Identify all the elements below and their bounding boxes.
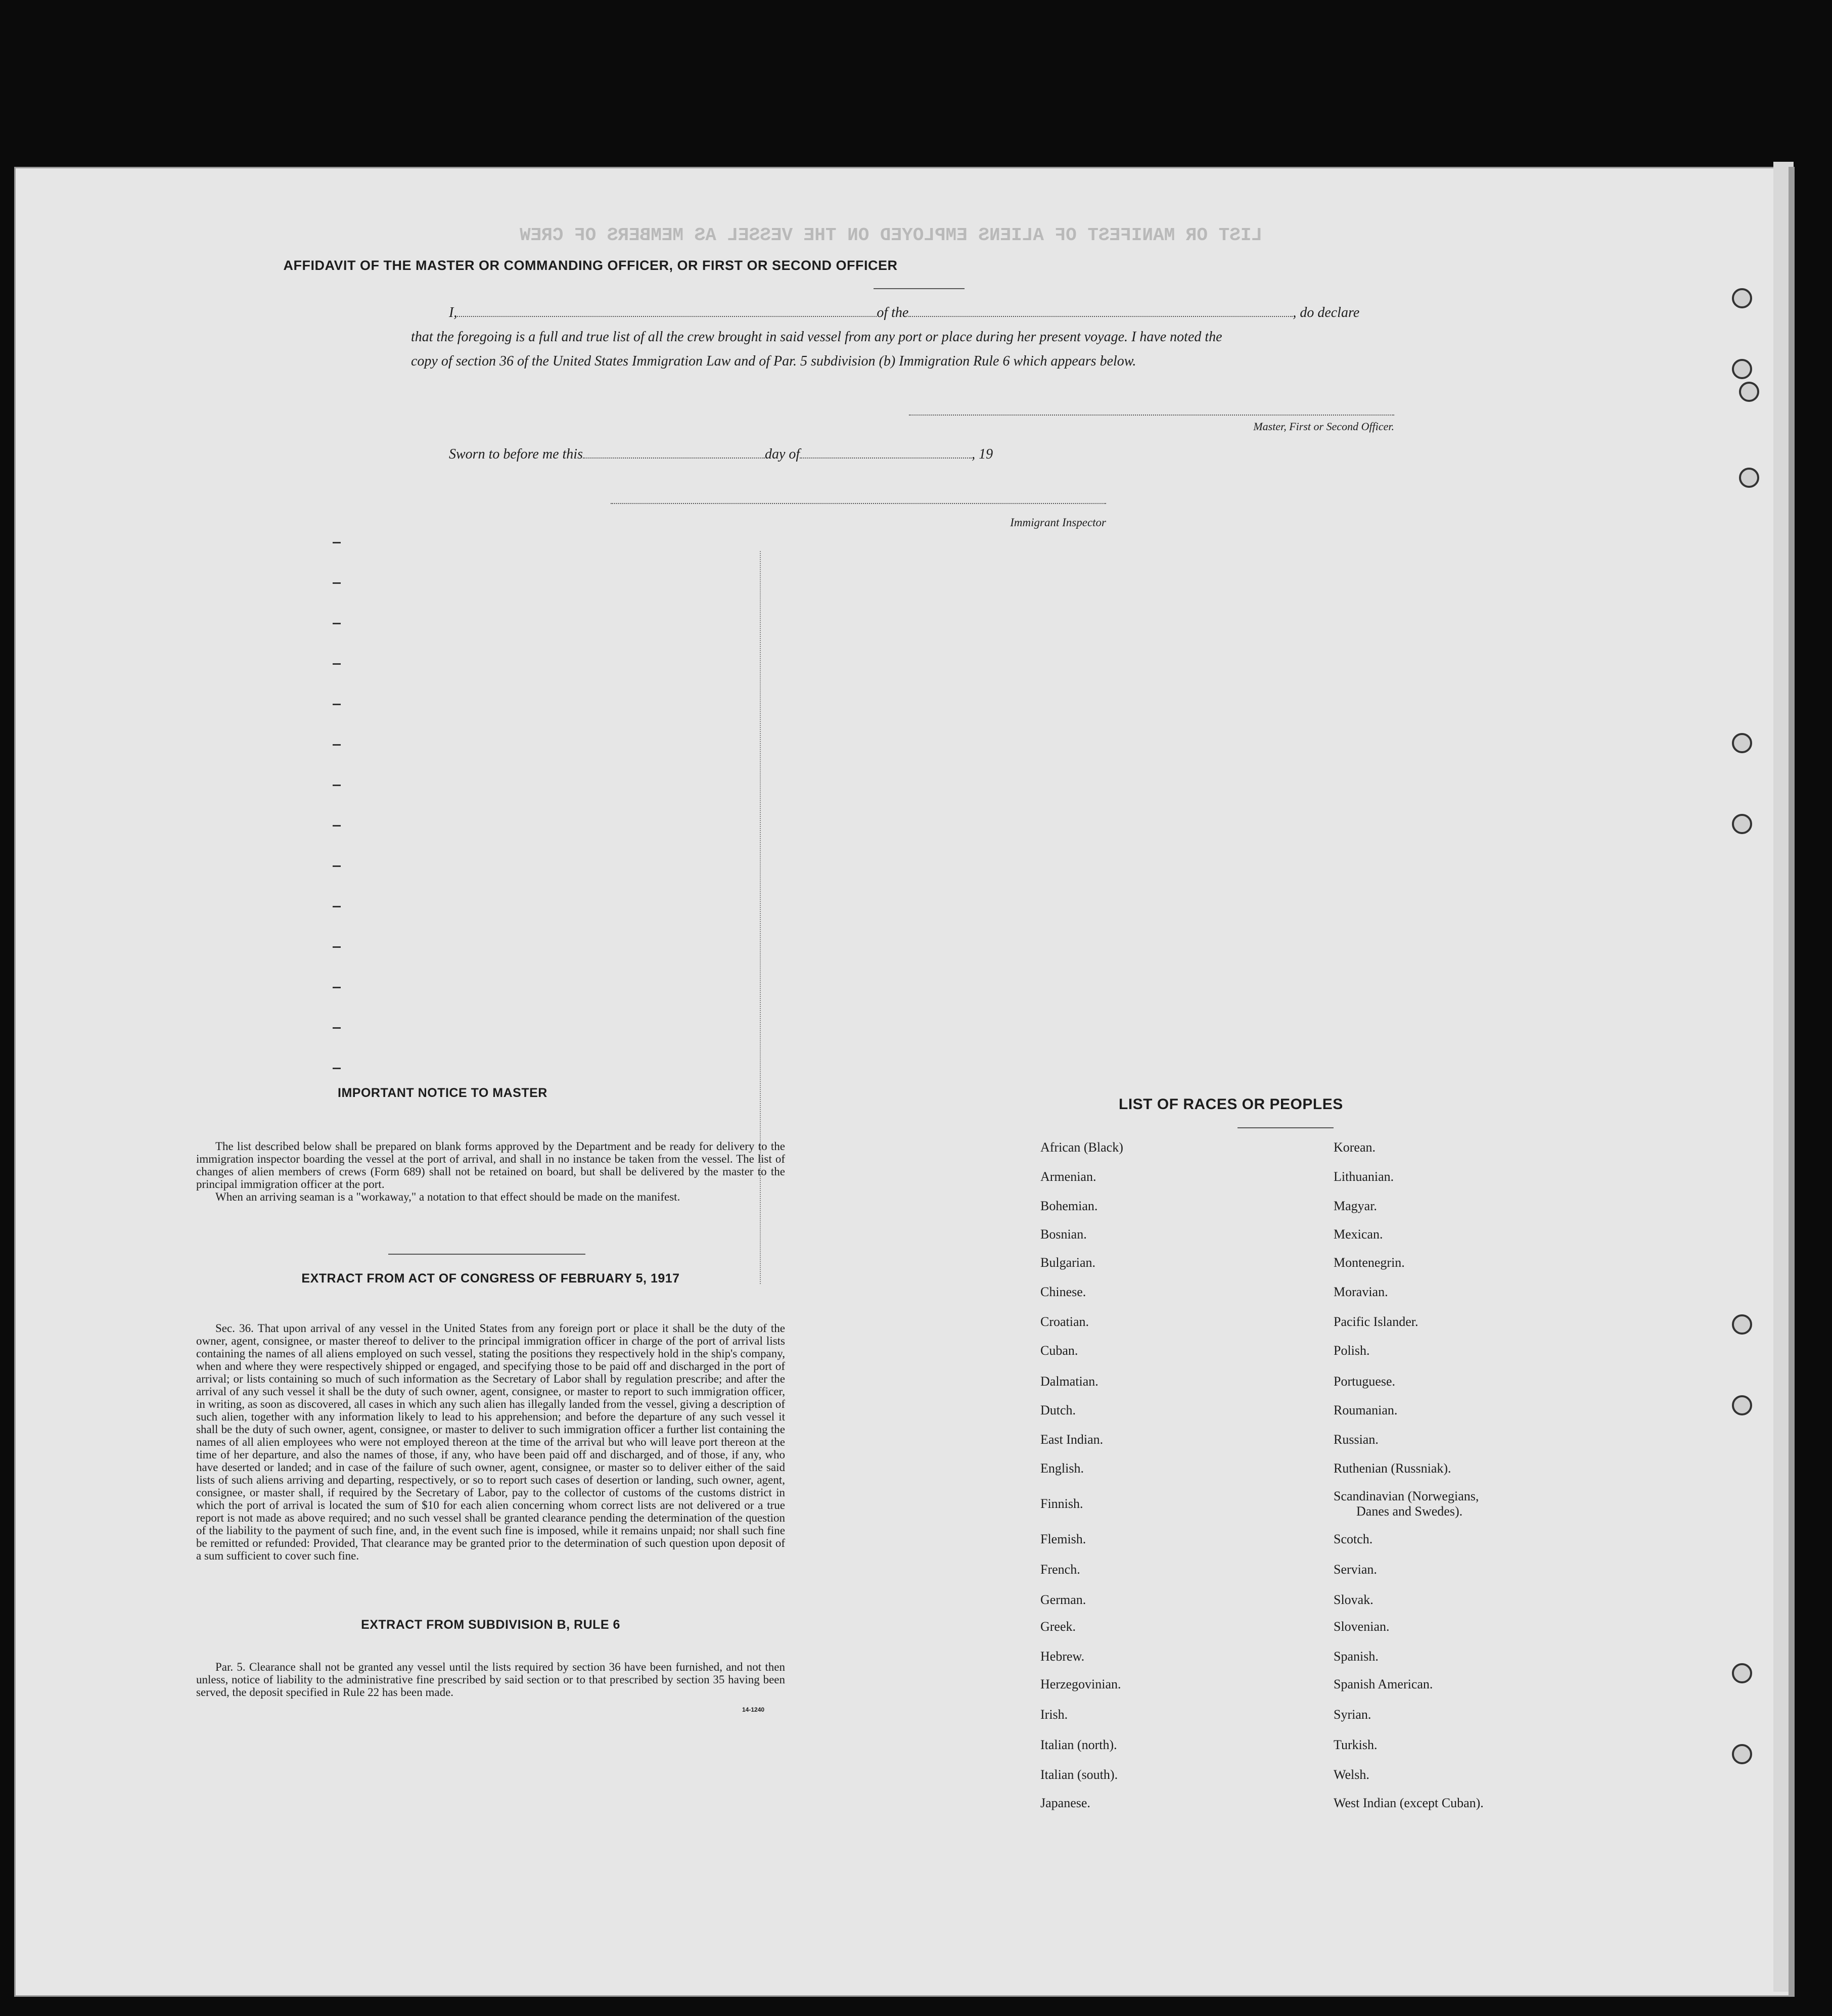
affidavit-line-2: that the foregoing is a full and true list of all the crew brought in said vessel from any port or place during her present voyage. I have noted the — [411, 329, 1222, 345]
race-item: Bohemian. — [1040, 1199, 1098, 1213]
race-item: Armenian. — [1040, 1169, 1096, 1184]
race-item: Lithuanian. — [1334, 1169, 1394, 1184]
row-dash — [333, 704, 341, 705]
i-label: I, — [449, 305, 457, 320]
month-blank[interactable] — [800, 445, 972, 459]
race-item: Dutch. — [1040, 1403, 1076, 1417]
race-item: Moravian. — [1334, 1285, 1388, 1299]
row-dash — [333, 744, 341, 746]
page-edge-shadow — [1789, 167, 1795, 1997]
day-blank[interactable] — [583, 445, 765, 459]
row-dash — [333, 1068, 341, 1069]
race-item: English. — [1040, 1461, 1084, 1476]
race-item: Japanese. — [1040, 1796, 1090, 1810]
notice-paragraph-1: The list described below shall be prepared on blank forms approved by the Department and be ready for delivery to the immigration inspector boarding the vessel at the port of arrival, and shall in no instance be taken from the vessel. The list of changes of alien members of crews (Form 689) shall not be retained on board, but shall be delivered by the master to the principal immigration officer at the port. — [196, 1140, 785, 1190]
race-item: Flemish. — [1040, 1532, 1086, 1546]
sworn-label: Sworn to before me this — [449, 446, 583, 462]
race-item: French. — [1040, 1562, 1080, 1577]
race-item: Italian (south). — [1040, 1767, 1118, 1782]
bleed-through-header: LIST OR MANIFEST OF ALIENS EMPLOYED ON THE VESSEL AS MEMBERS OF CREW — [520, 225, 1263, 246]
race-item: Scotch. — [1334, 1532, 1373, 1546]
divider — [874, 288, 965, 289]
race-item: Ruthenian (Russniak). — [1334, 1461, 1451, 1476]
notice-paragraph-2: When an arriving seaman is a "workaway," a notation to that effect should be made on the manifest. — [215, 1190, 680, 1203]
race-item: Hebrew. — [1040, 1649, 1085, 1664]
race-item: Russian. — [1334, 1432, 1379, 1447]
year-label: , 19 — [972, 446, 993, 462]
race-item: Polish. — [1334, 1343, 1370, 1358]
divider — [388, 1254, 585, 1255]
row-dash — [333, 865, 341, 867]
race-item: Syrian. — [1334, 1707, 1371, 1722]
punch-hole — [1732, 1744, 1752, 1764]
row-dash — [333, 663, 341, 665]
name-blank[interactable] — [457, 304, 877, 317]
punch-hole — [1739, 468, 1759, 488]
punch-hole — [1732, 1395, 1752, 1415]
race-item: East Indian. — [1040, 1432, 1104, 1447]
race-item: Irish. — [1040, 1707, 1068, 1722]
row-dash — [333, 987, 341, 988]
notice-title: IMPORTANT NOTICE TO MASTER — [338, 1086, 547, 1100]
inspector-signature-line[interactable] — [611, 503, 1106, 504]
affidavit-line-1 — [449, 301, 1409, 325]
rule-extract-title: EXTRACT FROM SUBDIVISION B, RULE 6 — [361, 1618, 620, 1632]
race-item: Roumanian. — [1334, 1403, 1398, 1417]
race-item: African (Black) — [1040, 1140, 1123, 1155]
race-item: Welsh. — [1334, 1767, 1369, 1782]
row-dash — [333, 946, 341, 948]
race-item: Spanish. — [1334, 1649, 1379, 1664]
race-item-continued: Danes and Swedes). — [1356, 1504, 1463, 1519]
act-extract-text: Sec. 36. That upon arrival of any vessel in the United States from any foreign port or place it shall be the duty of the owner, agent, consignee, or master thereof to deliver to the principal immigration officer in charge of the port of arrival lists containing the names of all aliens employed on such vessel, stating the positions they respectively hold in the ship's company, when and where they were respectively shipped or engaged, and specifying those to be paid off and discharged in the port of arrival; or lists containing so much of such information as the Secretary of Labor shall by regulation prescribe; and after the arrival of any such vessel it shall be the duty of such owner, agent, consignee, or master to report to such immigration officer, in writing, as soon as discovered, all cases in which any such alien has illegally landed from the vessel, giving a description of such alien, together with any information likely to lead to his apprehension; and before the departure of any such vessel it shall be the duty of such owner, agent, consignee, or master to deliver to such immigration officer a further list containing the names of all alien employees who were not employed thereon at the time of the arrival but who will leave port thereon at the time of her departure, and also the names of those, if any, who have been paid off and discharged, and of those, if any, who have deserted or landed; and in case of the failure of such owner, agent, consignee, or master so to deliver either of the said lists of such aliens arriving and departing, respectively, or so to report such cases of desertion or landing, such owner, agent, consignee, or master shall, if required by the Secretary of Labor, pay to the collector of customs of the customs district in which the port of arrival is located the sum of $10 for each alien concerning whom correct lists are not delivered or a true report is not made as above required; and no such vessel shall be granted clearance pending the determination of the question of the liability to the payment of such fine, and, in the event such fine is imposed, while it remains unpaid; nor shall such fine be remitted or refunded: Provided, That clearance may be granted prior to the determination of such question upon deposit of a sum sufficient to cover such fine. — [196, 1322, 785, 1562]
punch-hole — [1732, 733, 1752, 753]
race-item: Herzegovinian. — [1040, 1677, 1121, 1691]
punch-hole — [1732, 288, 1752, 308]
race-item: Cuban. — [1040, 1343, 1078, 1358]
act-extract-title: EXTRACT FROM ACT OF CONGRESS OF FEBRUARY 5, 1917 — [301, 1271, 680, 1286]
do-declare-label: , do declare — [1293, 305, 1360, 320]
race-item: Scandinavian (Norwegians, — [1334, 1489, 1479, 1503]
race-item: Chinese. — [1040, 1285, 1086, 1299]
row-dash — [333, 542, 341, 543]
race-item: Slovenian. — [1334, 1619, 1390, 1634]
day-of-label: day of — [764, 446, 800, 462]
race-item: Dalmatian. — [1040, 1374, 1098, 1389]
race-item: Magyar. — [1334, 1199, 1377, 1213]
affidavit-line-3: copy of section 36 of the United States Immigration Law and of Par. 5 subdivision (b) Immigration Rule 6 which appears below. — [411, 353, 1136, 369]
row-dash — [333, 623, 341, 624]
race-item: Bulgarian. — [1040, 1255, 1096, 1270]
row-dash — [333, 906, 341, 907]
race-item: Portuguese. — [1334, 1374, 1396, 1389]
rule-extract-text: Par. 5. Clearance shall not be granted any vessel until the lists required by section 36 have been furnished, and not then unless, notice of liability to the administrative fine prescribed by said section or to that prescribed by section 35 having been served, the deposit specified in Rule 22 has been made. — [196, 1661, 785, 1699]
of-the-label: of the — [877, 305, 909, 320]
row-dash — [333, 785, 341, 786]
punch-hole — [1739, 382, 1759, 402]
punch-hole — [1732, 814, 1752, 834]
race-item: Korean. — [1334, 1140, 1376, 1155]
race-item: Servian. — [1334, 1562, 1377, 1577]
sworn-line — [449, 442, 1207, 466]
race-item: Italian (north). — [1040, 1737, 1117, 1752]
race-item: Turkish. — [1334, 1737, 1378, 1752]
race-item: Croatian. — [1040, 1314, 1089, 1329]
punch-hole — [1732, 1663, 1752, 1683]
row-dash — [333, 825, 341, 827]
race-item: Bosnian. — [1040, 1227, 1087, 1242]
race-item: Pacific Islander. — [1334, 1314, 1418, 1329]
vessel-blank[interactable] — [908, 304, 1293, 317]
punch-hole — [1732, 359, 1752, 379]
divider — [1238, 1127, 1334, 1128]
race-item: Greek. — [1040, 1619, 1076, 1634]
race-item: West Indian (except Cuban). — [1334, 1796, 1484, 1810]
race-item: Montenegrin. — [1334, 1255, 1405, 1270]
inspector-label: Immigrant Inspector — [1010, 516, 1106, 529]
race-item: Finnish. — [1040, 1496, 1083, 1511]
race-item: Spanish American. — [1334, 1677, 1433, 1691]
row-dash — [333, 582, 341, 584]
row-dash — [333, 1027, 341, 1029]
form-number: 14-1240 — [742, 1706, 765, 1713]
manifest-sheet — [14, 167, 1794, 1997]
race-item: Mexican. — [1334, 1227, 1383, 1242]
race-item: Slovak. — [1334, 1592, 1373, 1607]
punch-hole — [1732, 1314, 1752, 1335]
master-signature-label: Master, First or Second Officer. — [1253, 420, 1394, 433]
affidavit-title: AFFIDAVIT OF THE MASTER OR COMMANDING OFFICER, OR FIRST OR SECOND OFFICER — [283, 258, 898, 273]
race-item: German. — [1040, 1592, 1086, 1607]
races-title: LIST OF RACES OR PEOPLES — [1119, 1096, 1343, 1113]
